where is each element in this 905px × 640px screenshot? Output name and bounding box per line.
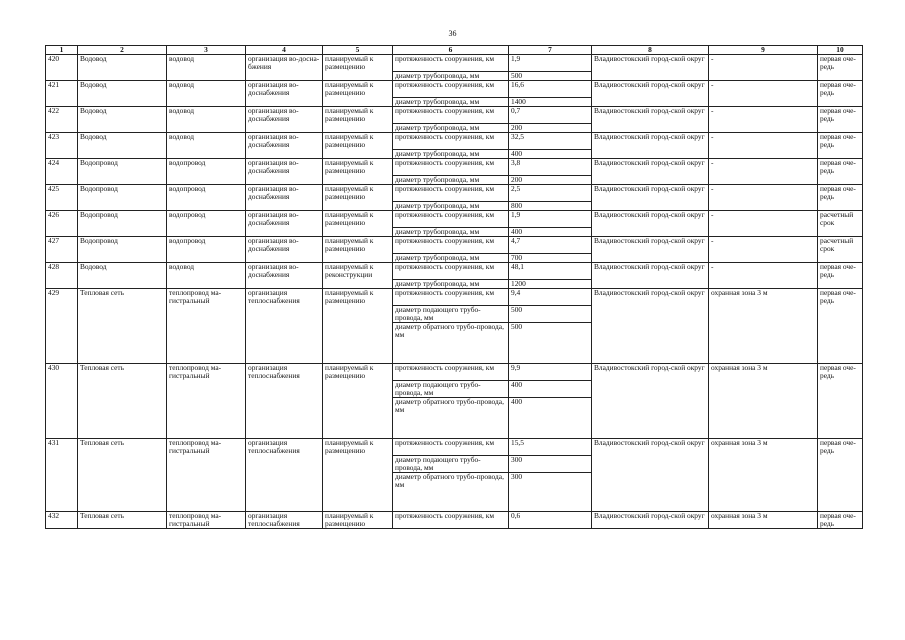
object-purpose: организация во-доснабжения: [246, 237, 323, 263]
object-status: планируемый к размещению: [323, 512, 393, 529]
param-value: 400: [509, 228, 592, 237]
protection-zone: охранная зона 3 м: [709, 289, 818, 364]
object-status: планируемый к размещению: [323, 107, 393, 133]
object-location: Владивостокский город-ской округ: [592, 364, 709, 439]
object-status: планируемый к размещению: [323, 81, 393, 107]
param-label: диаметр трубопровода, мм: [393, 176, 509, 185]
protection-zone: -: [709, 81, 818, 107]
protection-zone: -: [709, 185, 818, 211]
param-value: 9,9: [509, 364, 592, 381]
object-location: Владивостокский город-ской округ: [592, 237, 709, 263]
object-purpose: организация теплоснабжения: [246, 364, 323, 439]
implementation-stage: первая оче-редь: [818, 439, 863, 512]
protection-zone: охранная зона 3 м: [709, 512, 818, 529]
param-value: 15,5: [509, 439, 592, 456]
param-label: диаметр трубопровода, мм: [393, 280, 509, 289]
row-number: 428: [46, 263, 78, 289]
param-value: 16,6: [509, 81, 592, 98]
object-name: Водовод: [78, 133, 167, 159]
protection-zone: -: [709, 263, 818, 289]
object-type: водопровод: [167, 159, 246, 185]
object-status: планируемый к размещению: [323, 439, 393, 512]
object-type: водопровод: [167, 237, 246, 263]
object-name: Тепловая сеть: [78, 289, 167, 364]
param-label: диаметр подающего трубо-провода, мм: [393, 456, 509, 473]
implementation-stage: первая оче-редь: [818, 512, 863, 529]
table-row: [46, 159, 863, 176]
param-label: диаметр подающего трубо-провода, мм: [393, 381, 509, 398]
table-row: [46, 211, 863, 228]
param-value: 300: [509, 473, 592, 512]
object-status: планируемый к размещению: [323, 185, 393, 211]
object-location: Владивостокский город-ской округ: [592, 81, 709, 107]
table-row: [46, 237, 863, 254]
row-number: 425: [46, 185, 78, 211]
object-name: Водопровод: [78, 185, 167, 211]
param-value: 500: [509, 323, 592, 364]
param-label: протяженность сооружения, км: [393, 81, 509, 98]
page-number: 36: [448, 29, 457, 38]
object-purpose: организация теплоснабжения: [246, 512, 323, 529]
row-number: 432: [46, 512, 78, 529]
object-name: Водовод: [78, 107, 167, 133]
param-value: 4,7: [509, 237, 592, 254]
object-status: планируемый к размещению: [323, 133, 393, 159]
protection-zone: охранная зона 3 м: [709, 439, 818, 512]
row-number: 431: [46, 439, 78, 512]
param-value: 700: [509, 254, 592, 263]
implementation-stage: первая оче-редь: [818, 55, 863, 81]
col-header: 8: [592, 46, 709, 55]
protection-zone: -: [709, 107, 818, 133]
object-name: Тепловая сеть: [78, 512, 167, 529]
object-type: водопровод: [167, 185, 246, 211]
table-row: [46, 185, 863, 202]
object-status: планируемый к размещению: [323, 289, 393, 364]
table-row: [46, 81, 863, 98]
object-type: водовод: [167, 81, 246, 107]
param-value: 9,4: [509, 289, 592, 306]
object-purpose: организация теплоснабжения: [246, 439, 323, 512]
row-number: 424: [46, 159, 78, 185]
object-status: планируемый к размещению: [323, 159, 393, 185]
param-label: протяженность сооружения, км: [393, 185, 509, 202]
param-label: протяженность сооружения, км: [393, 439, 509, 456]
row-number: 422: [46, 107, 78, 133]
object-purpose: организация во-доснабжения: [246, 263, 323, 289]
object-location: Владивостокский город-ской округ: [592, 512, 709, 529]
row-number: 430: [46, 364, 78, 439]
implementation-stage: первая оче-редь: [818, 185, 863, 211]
col-header: 4: [246, 46, 323, 55]
param-value: 400: [509, 381, 592, 398]
param-label: протяженность сооружения, км: [393, 55, 509, 72]
param-label: диаметр трубопровода, мм: [393, 124, 509, 133]
object-type: теплопровод ма-гистральный: [167, 512, 246, 529]
param-label: протяженность сооружения, км: [393, 159, 509, 176]
param-label: протяженность сооружения, км: [393, 512, 509, 529]
param-label: диаметр трубопровода, мм: [393, 150, 509, 159]
param-label: протяженность сооружения, км: [393, 107, 509, 124]
object-purpose: организация во-доснабжения: [246, 81, 323, 107]
implementation-stage: первая оче-редь: [818, 263, 863, 289]
param-value: 1400: [509, 98, 592, 107]
object-name: Водовод: [78, 81, 167, 107]
object-location: Владивостокский город-ской округ: [592, 185, 709, 211]
infrastructure-table: [45, 45, 863, 529]
row-number: 421: [46, 81, 78, 107]
object-location: Владивостокский город-ской округ: [592, 211, 709, 237]
row-number: 420: [46, 55, 78, 81]
object-type: водовод: [167, 55, 246, 81]
param-value: 300: [509, 456, 592, 473]
object-name: Водопровод: [78, 211, 167, 237]
param-label: диаметр трубопровода, мм: [393, 202, 509, 211]
object-purpose: организация во-доснабжения: [246, 211, 323, 237]
param-label: протяженность сооружения, км: [393, 237, 509, 254]
implementation-stage: первая оче-редь: [818, 364, 863, 439]
object-status: планируемый к реконструкции: [323, 263, 393, 289]
col-header: 9: [709, 46, 818, 55]
param-label: диаметр обратного трубо-провода, мм: [393, 398, 509, 439]
protection-zone: -: [709, 237, 818, 263]
param-value: 1,9: [509, 55, 592, 72]
object-name: Водовод: [78, 263, 167, 289]
col-header: 1: [46, 46, 78, 55]
object-type: водопровод: [167, 211, 246, 237]
param-value: 2,5: [509, 185, 592, 202]
row-number: 427: [46, 237, 78, 263]
object-type: теплопровод ма-гистральный: [167, 289, 246, 364]
param-label: протяженность сооружения, км: [393, 364, 509, 381]
param-label: диаметр трубопровода, мм: [393, 72, 509, 81]
param-value: 400: [509, 150, 592, 159]
implementation-stage: первая оче-редь: [818, 81, 863, 107]
param-label: протяженность сооружения, км: [393, 263, 509, 280]
table-row: [46, 289, 863, 306]
param-label: диаметр обратного трубо-провода, мм: [393, 473, 509, 512]
object-type: теплопровод ма-гистральный: [167, 439, 246, 512]
table-row: [46, 439, 863, 456]
row-number: 423: [46, 133, 78, 159]
param-value: 48,1: [509, 263, 592, 280]
param-label: диаметр трубопровода, мм: [393, 228, 509, 237]
param-value: 500: [509, 306, 592, 323]
param-label: диаметр трубопровода, мм: [393, 254, 509, 263]
object-location: Владивостокский город-ской округ: [592, 107, 709, 133]
object-status: планируемый к размещению: [323, 55, 393, 81]
implementation-stage: расчетный срок: [818, 237, 863, 263]
param-value: 1,9: [509, 211, 592, 228]
param-value: 400: [509, 398, 592, 439]
object-type: водовод: [167, 107, 246, 133]
param-value: 3,8: [509, 159, 592, 176]
object-location: Владивостокский город-ской округ: [592, 133, 709, 159]
implementation-stage: первая оче-редь: [818, 289, 863, 364]
param-value: 1200: [509, 280, 592, 289]
table-row: [46, 55, 863, 72]
param-label: протяженность сооружения, км: [393, 133, 509, 150]
param-value: 800: [509, 202, 592, 211]
object-location: Владивостокский город-ской округ: [592, 439, 709, 512]
table-body: [46, 55, 863, 529]
table-header-row: [46, 46, 863, 55]
object-purpose: организация теплоснабжения: [246, 289, 323, 364]
param-label: диаметр обратного трубо-провода, мм: [393, 323, 509, 364]
object-purpose: организация во-доснабжения: [246, 185, 323, 211]
col-header: 5: [323, 46, 393, 55]
param-label: протяженность сооружения, км: [393, 289, 509, 306]
param-value: 0,6: [509, 512, 592, 529]
table-row: [46, 364, 863, 381]
row-number: 426: [46, 211, 78, 237]
param-value: 200: [509, 124, 592, 133]
param-value: 0,7: [509, 107, 592, 124]
implementation-stage: расчетный срок: [818, 211, 863, 237]
object-type: водовод: [167, 263, 246, 289]
object-type: водовод: [167, 133, 246, 159]
col-header: 3: [167, 46, 246, 55]
object-name: Тепловая сеть: [78, 439, 167, 512]
object-location: Владивостокский город-ской округ: [592, 55, 709, 81]
table-row: [46, 133, 863, 150]
protection-zone: -: [709, 211, 818, 237]
table-row: [46, 263, 863, 280]
object-purpose: организация во-доснабжения: [246, 159, 323, 185]
protection-zone: охранная зона 3 м: [709, 364, 818, 439]
param-value: 500: [509, 72, 592, 81]
object-name: Водовод: [78, 55, 167, 81]
object-purpose: организация во-доснабжения: [246, 55, 323, 81]
implementation-stage: первая оче-редь: [818, 133, 863, 159]
implementation-stage: первая оче-редь: [818, 159, 863, 185]
object-location: Владивостокский город-ской округ: [592, 263, 709, 289]
protection-zone: -: [709, 55, 818, 81]
col-header: 10: [818, 46, 863, 55]
table-row: [46, 512, 863, 529]
object-status: планируемый к размещению: [323, 364, 393, 439]
table-row: [46, 107, 863, 124]
object-type: теплопровод ма-гистральный: [167, 364, 246, 439]
col-header: 7: [509, 46, 592, 55]
object-location: Владивостокский город-ской округ: [592, 159, 709, 185]
implementation-stage: первая оче-редь: [818, 107, 863, 133]
row-number: 429: [46, 289, 78, 364]
param-label: диаметр подающего трубо-провода, мм: [393, 306, 509, 323]
object-status: планируемый к размещению: [323, 237, 393, 263]
object-purpose: организация во-доснабжения: [246, 133, 323, 159]
param-value: 32,5: [509, 133, 592, 150]
protection-zone: -: [709, 159, 818, 185]
object-name: Тепловая сеть: [78, 364, 167, 439]
param-value: 200: [509, 176, 592, 185]
col-header: 6: [393, 46, 509, 55]
object-status: планируемый к размещению: [323, 211, 393, 237]
object-location: Владивостокский город-ской округ: [592, 289, 709, 364]
protection-zone: -: [709, 133, 818, 159]
object-purpose: организация во-доснабжения: [246, 107, 323, 133]
object-name: Водопровод: [78, 159, 167, 185]
col-header: 2: [78, 46, 167, 55]
param-label: диаметр трубопровода, мм: [393, 98, 509, 107]
object-name: Водопровод: [78, 237, 167, 263]
param-label: протяженность сооружения, км: [393, 211, 509, 228]
